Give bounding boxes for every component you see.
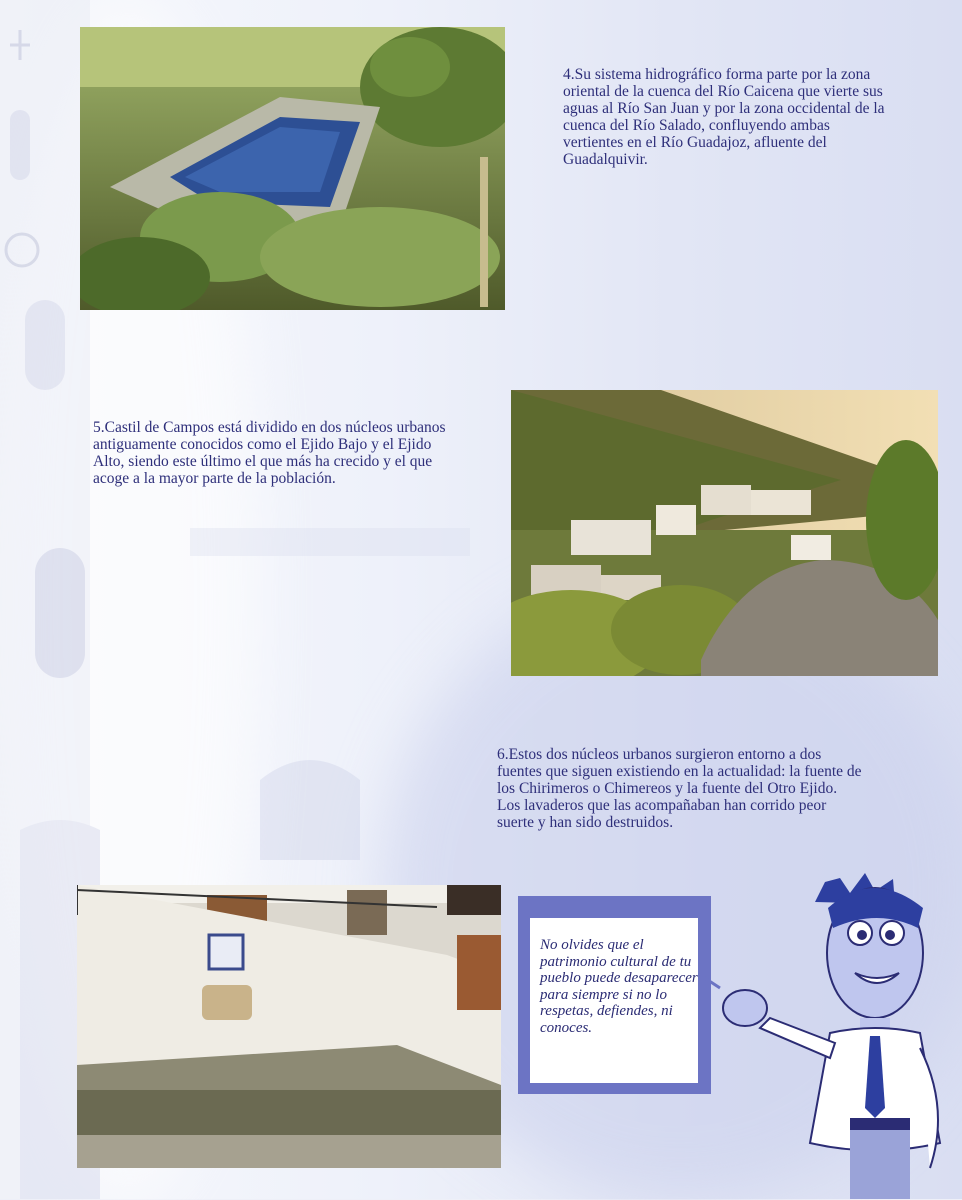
fountain-pond-photo <box>80 27 505 310</box>
pointer-stick <box>700 926 720 988</box>
callout-text: No olvides que el patrimonio cultural de tu pueblo puede desaparecer para siempre si no lo respetas, defiendes, ni conoces. <box>540 937 698 1036</box>
stone-fountain-trough-photo <box>77 885 501 1168</box>
cartoon-mascot-pointing <box>700 868 962 1199</box>
paragraph-6: 6.Estos dos núcleos urbanos surgieron entorno a dos fuentes que siguen existiendo en la actualidad: la fuente de los Chirimeros o Chimereos y la fuente del Otro Ejido. Los lavaderos que las acompañaban han corrido peor suerte y han sido destruidos. <box>497 746 862 831</box>
village-hillside-photo <box>511 390 938 676</box>
paragraph-4: 4.Su sistema hidrográfico forma parte por la zona oriental de la cuenca del Río Caicena que vierte sus aguas al Río San Juan y por la zona occidental de la cuenca del Río Salado, confluyendo ambas vertientes en el Río Guadajoz, afluente del Guadalquivir. <box>563 66 885 168</box>
paragraph-5: 5.Castil de Campos está dividido en dos núcleos urbanos antiguamente conocidos como el Ejido Bajo y el Ejido Alto, siendo este último el que más ha crecido y el que acoge a la mayor parte de la población. <box>93 419 446 487</box>
